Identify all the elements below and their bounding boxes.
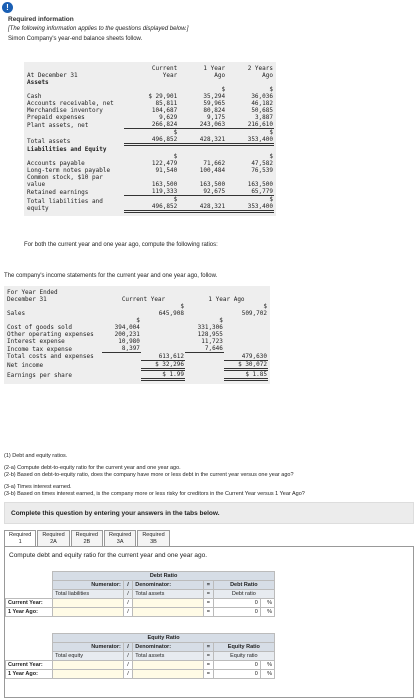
equity-ratio-title: Equity Ratio [53,634,275,643]
slash-glyph: / [123,652,132,661]
slash-glyph: / [123,608,132,617]
row-eps: Earnings per share $ 1.99 $ 1.85 [7,370,267,379]
question-2b: (2-b) Based on debt-to-equity ratio, does the company have more or less debt in the current year versus one year ago? [4,472,294,478]
equity-ratio-sub: Equity ratio [213,652,274,661]
complete-banner: Complete this question by entering your answers in the tabs below. [4,502,414,524]
answer-panel [4,546,414,698]
balance-intro: Simon Company's year-end balance sheets follow. [8,36,143,42]
debt-num-sub: Total liabilities [53,590,124,599]
row-pa: Plant assets, net 266,824 243,063 216,610 [27,121,273,129]
row-lt: Long-term notes payable 91,540 100,484 76,539 [27,167,273,174]
debt-den-sub: Total assets [133,590,204,599]
debt-ratio-title: Debt Ratio [53,572,275,581]
equity-ratio-1y-value: 0 [213,670,260,679]
equals-glyph: = [204,608,214,617]
debt-ratio-table [5,571,275,617]
col-1y-a: 1 Year [203,65,226,72]
debt-ratio-label: Debt Ratio [213,581,274,590]
equity-den-sub: Total assets [133,652,204,661]
income-header-a: For Year Ended [7,289,58,296]
equals-glyph: = [204,590,214,599]
debt-numerator-label: Numerator: [53,581,124,590]
row-ar: Accounts receivable, net 85,811 59,965 46,182 [27,100,273,107]
col-current-b: Year [162,72,178,79]
equity-num-sub: Total equity [53,652,124,661]
debt-ratio-1y-value: 0 [213,608,260,617]
income-col-current: Current Year [121,296,166,303]
row-sales: Sales $ 645,908 $ 509,702 [7,303,267,317]
slash-glyph: / [123,581,132,590]
required-tabs [4,530,171,546]
equity-numerator-1y-input[interactable] [53,670,124,679]
col-current-a: Current [151,65,178,72]
question-list [4,453,414,499]
row-label-1y: 1 Year Ago: [6,670,53,679]
equals-glyph: = [204,581,214,590]
slash-glyph: / [123,661,132,670]
row-total-assets: Total assets $ 496,852 428,321 $ 353,400 [27,129,273,145]
debt-numerator-current-input[interactable] [53,599,124,608]
slash-glyph: / [123,599,132,608]
col-1y-b: Ago [214,72,226,79]
equity-denominator-label: Denominator: [133,643,204,652]
percent-sign: % [260,599,274,608]
equity-ratio-current-value: 0 [213,661,260,670]
col-2y-b: Ago [262,72,273,79]
slash-glyph: / [123,643,132,652]
row-label-1y: 1 Year Ago: [6,608,53,617]
debt-denominator-label: Denominator: [133,581,204,590]
row-tce: Total costs and expenses 613,612 479,630 [7,352,267,360]
equity-numerator-current-input[interactable] [53,661,124,670]
ratios-note: For both the current year and one year ago, compute the following ratios: [24,242,218,248]
liab-heading: Liabilities and Equity [27,146,107,153]
income-statement [4,286,270,384]
debt-denominator-1y-input[interactable] [133,608,204,617]
row-mi: Merchandise inventory 104,687 80,824 50,685 [27,107,273,114]
equity-denominator-current-input[interactable] [133,661,204,670]
tab-required-2a[interactable]: Required 2A [37,530,69,546]
row-ap: Accounts payable $ 122,479 71,662 $ 47,582 [27,153,273,167]
required-title: Required information [8,16,74,23]
debt-ratio-current-value: 0 [213,599,260,608]
tab-required-2b[interactable]: Required 2B [71,530,103,546]
row-cash: Cash $ 29,901 $ 35,294 $ 36,036 [27,86,273,100]
debt-row-1y [6,608,275,617]
alert-icon: ! [2,2,13,13]
tab-required-3a[interactable]: Required 3A [104,530,136,546]
debt-ratio-sub: Debt ratio [213,590,274,599]
required-italic-note: [The following information applies to the questions displayed below.] [8,26,189,32]
col-2y-a: 2 Years [247,65,273,72]
panel-instruction: Compute debt and equity ratio for the current year and one year ago. [9,552,208,559]
income-intro: The company's income statements for the current year and one year ago, follow. [4,273,218,279]
row-label-current: Current Year: [6,599,53,608]
debt-denominator-current-input[interactable] [133,599,204,608]
tab-required-1[interactable]: Required 1 [4,530,36,546]
equity-row-1y [6,670,275,679]
balance-sheet [24,62,276,216]
row-ni: Net income $ 32,296 $ 30,072 [7,360,267,369]
debt-row-current [6,599,275,608]
slash-glyph: / [123,670,132,679]
percent-sign: % [260,670,274,679]
row-cogs: Cost of goods sold $ 394,004 $ 331,306 [7,317,223,331]
equity-ratio-table [5,633,275,679]
equals-glyph: = [204,599,214,608]
equity-denominator-1y-input[interactable] [133,670,204,679]
row-pe: Prepaid expenses 9,629 9,175 3,887 [27,114,273,121]
tab-required-3b[interactable]: Required 3B [137,530,169,546]
balance-header-label: At December 31 [27,72,78,79]
percent-sign: % [260,661,274,670]
row-label-current: Current Year: [6,661,53,670]
required-information [8,16,413,42]
row-cs: Common stock, $10 par value 163,500 163,500 163,500 [27,174,273,188]
question-1: (1) Debt and equity ratios. [4,453,68,459]
slash-glyph: / [123,590,132,599]
equals-glyph: = [204,661,214,670]
equity-numerator-label: Numerator: [53,643,124,652]
debt-numerator-1y-input[interactable] [53,608,124,617]
income-header-b: December 31 [7,296,47,303]
equity-row-current [6,661,275,670]
equity-ratio-label: Equity Ratio [213,643,274,652]
equals-glyph: = [204,643,214,652]
question-3b: (3-b) Based on times interest earned, is the company more or less risky for creditors in the Current Year versus 1 Year Ago? [4,491,305,497]
assets-heading: Assets [27,79,49,86]
row-ooe: Other operating expenses 200,231 128,955 [7,331,223,338]
percent-sign: % [260,608,274,617]
question-2a: (2-a) Compute debt-to-equity ratio for the current year and one year ago. [4,464,181,471]
equals-glyph: = [204,670,214,679]
income-col-1y: 1 Year Ago [208,296,245,303]
question-3a: (3-a) Times interest earned. [4,483,72,490]
row-ie: Interest expense 10,980 11,723 [7,338,223,345]
row-re: Retained earnings 119,333 92,675 65,779 [27,188,273,196]
row-total-le: Total liabilities and equity $ 496,852 428,321 $ 353,400 [27,196,273,212]
row-ite: Income tax expense 8,397 7,646 [7,345,223,353]
equals-glyph: = [204,652,214,661]
